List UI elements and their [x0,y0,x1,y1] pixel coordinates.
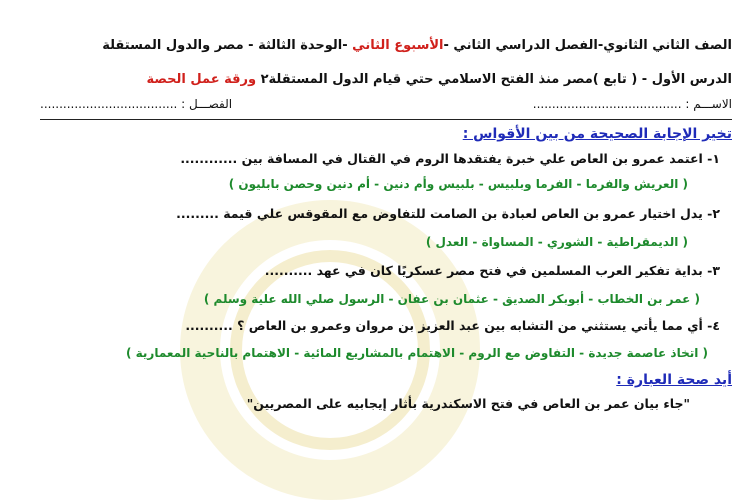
header-divider [40,119,732,120]
question-1-options: ( العريش والفرما - الفرما وبلبيس - بلبيس وأم دنين - أم دنين وحصن بابليون ) [228,177,688,191]
header-course-line [102,38,732,53]
header-worksheet-label: ورقة عمل الحصة [146,72,261,87]
question-4-options: ( اتخاذ عاصمة جديدة - التفاوض مع الروم - الاهتمام بالمشاريع المائية - الاهتمام بالناحية المعمارية ) [125,346,708,360]
question-3-options: ( عمر بن الخطاب - أبوبكر الصديق - عثمان بن عفان - الرسول صلي الله علية وسلم ) [203,292,700,306]
question-2-options: ( الديمقراطية - الشوري - المساواة - العدل ) [425,235,688,249]
class-field-label: الفصـــل : .................................... [40,97,233,111]
header-week-label: الأسبوع الثاني [352,38,444,53]
header-course-text-b: -الوحدة الثالثة - مصر والدول المستقلة [102,38,353,53]
header-lesson-line [146,72,732,87]
question-4: ٤- أي مما يأتي يستثني من التشابه بين عبد العزيز بن مروان وعمرو بن العاص ؟ .......... [185,318,720,333]
section-support-title: أيد صحة العبارة : [616,372,732,388]
question-2: ٢- يدل اختيار عمرو بن العاص لعبادة بن الصامت للتفاوض مع المقوقس علي قيمة ......... [176,206,720,221]
name-field-label: الاســـم : ....................................... [532,97,732,111]
statement-text: "جاء بيان عمر بن العاص في فتح الاسكندرية بأثار إيجابيه على المصريين" [246,396,690,411]
header-lesson-number: ٢ [260,72,269,87]
header-course-text-a: الصف الثاني الثانوي-الفصل الدراسي الثاني - [443,38,732,53]
section-choose-title: تخير الإجابة الصحيحة من بين الأقواس : [462,126,732,142]
question-3: ٣- بداية تفكير العرب المسلمين في فتح مصر عسكريًا كان في عهد .......... [264,263,720,278]
header-lesson-text: الدرس الأول - ( تابع )مصر منذ الفتح الاسلامي حتي قيام الدول المستقلة [268,72,732,87]
question-1: ١- اعتمد عمرو بن العاص علي خبرة يفتقدها الروم في القتال في المسافة بين ............ [180,151,720,166]
